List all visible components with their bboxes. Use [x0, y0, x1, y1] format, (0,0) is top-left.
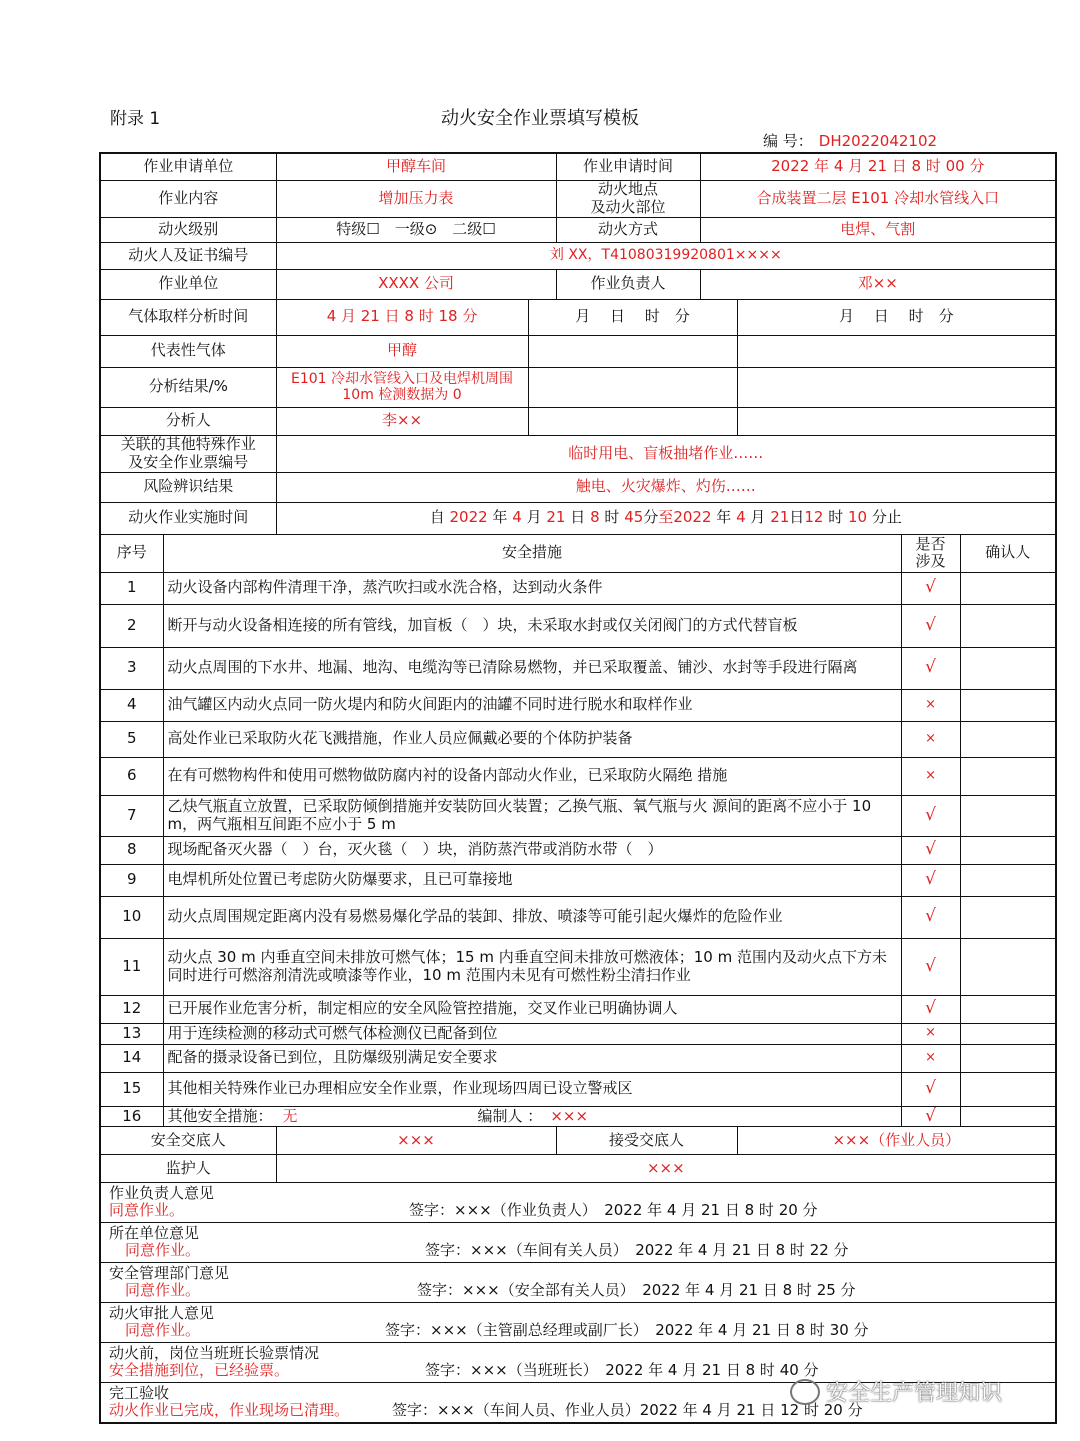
watermark-text: 安全生产管理知识	[826, 1381, 1003, 1406]
measure-no: 8	[100, 836, 163, 864]
measure-mark: √	[901, 604, 960, 647]
row-content	[100, 180, 1056, 217]
measure-row	[100, 896, 1056, 938]
row-unit	[100, 269, 1056, 299]
appendix-label: 附录 1	[110, 109, 161, 129]
measure-text: 电焊机所处位置已考虑防火防爆要求，且已可靠接地	[163, 864, 901, 896]
risk-label: 风险辨识结果	[100, 472, 276, 502]
impl-u-day-1: 日	[570, 508, 586, 527]
impl-end: 分止	[871, 508, 902, 527]
row-person	[100, 242, 1056, 269]
opinion-sign: 签字：×××（车间有关人员） 2022 年 4 月 21 日 8 时 22 分	[425, 1241, 849, 1260]
leader-label: 作业负责人	[556, 269, 700, 299]
measure-no: 4	[100, 689, 163, 721]
impl-y1: 2022	[449, 508, 488, 527]
fire-person: 刘 XX，T41080319920801××××	[276, 242, 1056, 269]
row-gas-time	[100, 299, 1056, 335]
measure-mark: ×	[901, 1044, 960, 1072]
opinion-row	[100, 1223, 1056, 1263]
impl-y2: 2022	[673, 508, 712, 527]
row-guardian	[100, 1155, 1056, 1183]
rep-gas: 甲醇	[276, 335, 528, 367]
measure-row	[100, 647, 1056, 689]
measure-row	[100, 795, 1056, 836]
measure-text: 用于连续检测的移动式可燃气体检测仪已配备到位	[163, 1023, 901, 1044]
impl-label: 动火作业实施时间	[100, 502, 276, 534]
measure-text: 动火设备内部构件清理干净，蒸汽吹扫或水洗合格，达到动火条件	[163, 572, 901, 604]
measure-no: 12	[100, 995, 163, 1023]
measure-text: 动火点 30 m 内垂直空间未排放可燃气体；15 m 内垂直空间未排放可燃液体；10 m 范围内及动火点下方未同时进行可燃溶剂清洗或喷漆等作业，10 m 范围内未见有可燃性粉尘清扫作业	[163, 938, 901, 995]
measure-confirm	[960, 896, 1056, 938]
impl-m1: 4	[512, 508, 522, 527]
level-label: 动火级别	[100, 217, 276, 242]
measure-no: 6	[100, 757, 163, 795]
opinion-cell	[100, 1223, 1056, 1263]
measure-text: 油气罐区内动火点同一防火堤内和防火间距内的油罐不同时进行脱水和取样作业	[163, 689, 901, 721]
measure16-value: 无	[282, 1106, 298, 1125]
measure-text: 高处作业已采取防火花飞溅措施，作业人员应佩戴必要的个体防护装备	[163, 721, 901, 757]
measure16-no: 16	[100, 1106, 163, 1127]
measure-row	[100, 938, 1056, 995]
measure-no: 3	[100, 647, 163, 689]
row-result	[100, 367, 1056, 407]
receiver-label: 接受交底人	[556, 1127, 737, 1155]
measure-confirm	[960, 1023, 1056, 1044]
impl-u-year-2: 年	[716, 508, 732, 527]
measure-mark: √	[901, 836, 960, 864]
measure-mark: ×	[901, 689, 960, 721]
measure-row	[100, 864, 1056, 896]
row-related	[100, 435, 1056, 472]
measures-header-confirm: 确认人	[960, 534, 1056, 572]
fire-location: 合成装置二层 E101 冷却水管线入口	[700, 180, 1056, 217]
row-handover	[100, 1127, 1056, 1155]
applicant-unit: 甲醇车间	[276, 153, 556, 180]
opinion-title: 作业负责人意见	[109, 1184, 215, 1203]
measure-row	[100, 836, 1056, 864]
rep-gas-label: 代表性气体	[100, 335, 276, 367]
measure-confirm	[960, 572, 1056, 604]
opinion-title: 动火审批人意见	[109, 1304, 215, 1323]
giver: ×××	[276, 1127, 556, 1155]
work-leader: 邓××	[700, 269, 1056, 299]
measure-no: 14	[100, 1044, 163, 1072]
risk-result: 触电、火灾爆炸、灼伤……	[276, 472, 1056, 502]
analyst: 李××	[276, 407, 528, 435]
person-label: 动火人及证书编号	[100, 242, 276, 269]
measure-no: 7	[100, 795, 163, 836]
measure-mark: ×	[901, 1023, 960, 1044]
row-risk	[100, 472, 1056, 502]
measures-header	[100, 534, 1056, 572]
ticket-number-value: DH2022042102	[818, 132, 938, 150]
measure16-label: 其他安全措施：	[167, 1106, 273, 1125]
measure-no: 11	[100, 938, 163, 995]
measure-confirm	[960, 1072, 1056, 1106]
measure-confirm	[960, 795, 1056, 836]
measure-confirm	[960, 938, 1056, 995]
opinion-text: 同意作业。	[125, 1241, 201, 1260]
opinion-cell	[100, 1263, 1056, 1303]
apply-time-label: 作业申请时间	[556, 153, 700, 180]
applicant-unit-label: 作业申请单位	[100, 153, 276, 180]
measure-mark: ×	[901, 721, 960, 757]
measure-text: 其他相关特殊作业已办理相应安全作业票，作业现场四周已设立警戒区	[163, 1072, 901, 1106]
work-content: 增加压力表	[276, 180, 556, 217]
analyst-label: 分析人	[100, 407, 276, 435]
row-applicant	[100, 153, 1056, 180]
ticket-number-label: 编 号：	[763, 132, 813, 150]
measure-confirm	[960, 995, 1056, 1023]
measure-text: 动火点周围的下水井、地漏、地沟、电缆沟等已清除易燃物，并已采取覆盖、铺沙、水封等手段进行隔离	[163, 647, 901, 689]
measures-header-no: 序号	[100, 534, 163, 572]
ticket-number	[763, 130, 937, 151]
opinion-row	[100, 1303, 1056, 1343]
analyst-2	[528, 407, 737, 435]
measure-confirm	[960, 689, 1056, 721]
rep-gas-3	[737, 335, 1056, 367]
level-options: 特级☐ 一级⊙ 二级☐	[276, 217, 556, 242]
work-unit: XXXX 公司	[276, 269, 556, 299]
analyst-3	[737, 407, 1056, 435]
measure-row	[100, 604, 1056, 647]
impl-mi2: 10	[847, 508, 868, 527]
measure-confirm	[960, 604, 1056, 647]
measure-confirm	[960, 721, 1056, 757]
measure16-editor: ×××	[550, 1106, 589, 1125]
row-impl-time	[100, 502, 1056, 534]
opinion-sign: 签字：×××（车间人员、作业人员）2022 年 4 月 21 日 12 时 20 分	[392, 1401, 863, 1420]
measure-row	[100, 757, 1056, 795]
impl-m2: 4	[736, 508, 746, 527]
row-analyst	[100, 407, 1056, 435]
opinion-text: 同意作业。	[109, 1201, 185, 1220]
measure-no: 2	[100, 604, 163, 647]
measure-row	[100, 721, 1056, 757]
impl-u-min-1: 分	[643, 508, 659, 527]
measure-confirm	[960, 864, 1056, 896]
measure-row	[100, 1044, 1056, 1072]
opinion-title: 安全管理部门意见	[109, 1264, 230, 1283]
result-3	[737, 367, 1056, 407]
opinion-row	[100, 1183, 1056, 1223]
gas-time-3: 月 日 时 分	[737, 299, 1056, 335]
opinion-text: 安全措施到位，已经验票。	[109, 1361, 290, 1380]
measure-mark: √	[901, 1072, 960, 1106]
page-title: 动火安全作业票填写模板	[441, 108, 639, 129]
measure-confirm	[960, 757, 1056, 795]
opinion-sign: 签字：×××（作业负责人） 2022 年 4 月 21 日 8 时 20 分	[409, 1201, 818, 1220]
guardian-label: 监护人	[100, 1155, 276, 1183]
impl-u-hour-2: 时	[828, 508, 844, 527]
measure-confirm	[960, 836, 1056, 864]
wechat-icon	[790, 1379, 820, 1405]
impl-d1: 21	[546, 508, 566, 527]
measure-row	[100, 995, 1056, 1023]
measures-header-measure: 安全措施	[163, 534, 901, 572]
opinion-title: 完工验收	[109, 1384, 170, 1403]
content-label: 作业内容	[100, 180, 276, 217]
impl-u-month-2: 月	[750, 508, 766, 527]
measure-mark: ×	[901, 757, 960, 795]
measure-text: 动火点周围规定距离内没有易燃易爆化学品的装卸、排放、喷漆等可能引起火爆炸的危险作业	[163, 896, 901, 938]
opinion-sign: 签字：×××（安全部有关人员） 2022 年 4 月 21 日 8 时 25 分	[417, 1281, 856, 1300]
related-works: 临时用电、盲板抽堵作业……	[276, 435, 1056, 472]
measure-row	[100, 689, 1056, 721]
guardian: ×××	[276, 1155, 1056, 1183]
impl-u-hour-1: 时	[604, 508, 620, 527]
measure-text: 现场配备灭火器（ ）台，灭火毯（ ）块，消防蒸汽带或消防水带（ ）	[163, 836, 901, 864]
opinion-text: 同意作业。	[125, 1321, 201, 1340]
watermark	[790, 1376, 1002, 1407]
rep-gas-2	[528, 335, 737, 367]
opinion-cell	[100, 1183, 1056, 1223]
measure-row	[100, 1023, 1056, 1044]
opinion-title: 动火前，岗位当班班长验票情况	[109, 1344, 320, 1363]
location-label: 动火地点 及动火部位	[556, 180, 700, 217]
unit-label: 作业单位	[100, 269, 276, 299]
measure-mark: √	[901, 572, 960, 604]
result-2	[528, 367, 737, 407]
measure-mark: √	[901, 995, 960, 1023]
measures-header-involved: 是否 涉及	[901, 534, 960, 572]
gas-time-2: 月 日 时 分	[528, 299, 737, 335]
opinion-text: 动火作业已完成，作业现场已清理。	[109, 1401, 350, 1420]
opinion-title: 所在单位意见	[109, 1224, 200, 1243]
measure-text: 乙炔气瓶直立放置，已采取防倾倒措施并安装防回火装置；乙换气瓶、氧气瓶与火 源间的距离不应小于 10 m，两气瓶相互间距不应小于 5 m	[163, 795, 901, 836]
measure-text: 断开与动火设备相连接的所有管线，加盲板（ ）块，未采取水封或仅关闭阀门的方式代替盲板	[163, 604, 901, 647]
row-level	[100, 217, 1056, 242]
measure-mark: √	[901, 896, 960, 938]
analysis-result: E101 冷却水管线入口及电焊机周围 10m 检测数据为 0	[276, 367, 528, 407]
impl-time	[276, 502, 1056, 534]
measure-row-16	[100, 1106, 1056, 1127]
gas-time-1: 4 月 21 日 8 时 18 分	[276, 299, 528, 335]
measure-no: 1	[100, 572, 163, 604]
impl-u-day-2: 日	[789, 508, 805, 527]
measure-no: 10	[100, 896, 163, 938]
opinion-row	[100, 1263, 1056, 1303]
opinion-cell	[100, 1303, 1056, 1343]
related-label: 关联的其他特殊作业 及安全作业票编号	[100, 435, 276, 472]
measure-row	[100, 1072, 1056, 1106]
opinion-text: 同意作业。	[125, 1281, 201, 1300]
measure-mark: √	[901, 938, 960, 995]
impl-to: 至	[658, 508, 674, 527]
measure-mark: √	[901, 647, 960, 689]
measure-mark: √	[901, 795, 960, 836]
receiver: ×××（作业人员）	[737, 1127, 1056, 1155]
measure-text: 配备的摄录设备已到位，且防爆级别满足安全要求	[163, 1044, 901, 1072]
measure-no: 5	[100, 721, 163, 757]
opinion-sign: 签字：×××（当班班长） 2022 年 4 月 21 日 8 时 40 分	[425, 1361, 819, 1380]
impl-mi1: 45	[624, 508, 644, 527]
measure-mark: √	[901, 864, 960, 896]
measure16-editor-label: 编制人 ：	[477, 1106, 543, 1125]
impl-u-year-1: 年	[492, 508, 508, 527]
measure-no: 9	[100, 864, 163, 896]
measure16-text	[163, 1106, 901, 1127]
giver-label: 安全交底人	[100, 1127, 276, 1155]
fire-method: 电焊、气割	[700, 217, 1056, 242]
result-label: 分析结果/%	[100, 367, 276, 407]
measure16-confirm	[960, 1106, 1056, 1127]
measure-text: 在有可燃物构件和使用可燃物做防腐内衬的设备内部动火作业，已采取防火隔绝 措施	[163, 757, 901, 795]
impl-d2: 21	[770, 508, 790, 527]
method-label: 动火方式	[556, 217, 700, 242]
measure-text: 已开展作业危害分析，制定相应的安全风险管控措施，交叉作业已明确协调人	[163, 995, 901, 1023]
measure-no: 13	[100, 1023, 163, 1044]
permit-form	[99, 152, 1057, 1424]
opinion-sign: 签字：×××（主管副总经理或副厂长） 2022 年 4 月 21 日 8 时 30 分	[385, 1321, 869, 1340]
impl-h2: 12	[804, 508, 824, 527]
gas-time-label: 气体取样分析时间	[100, 299, 276, 335]
row-rep-gas	[100, 335, 1056, 367]
impl-from: 自	[429, 508, 445, 527]
measure-confirm	[960, 1044, 1056, 1072]
measure-row	[100, 572, 1056, 604]
measure-confirm	[960, 647, 1056, 689]
apply-time: 2022 年 4 月 21 日 8 时 00 分	[700, 153, 1056, 180]
impl-h1: 8	[590, 508, 600, 527]
impl-u-month-1: 月	[526, 508, 542, 527]
measure-no: 15	[100, 1072, 163, 1106]
measure16-mark: √	[901, 1106, 960, 1127]
